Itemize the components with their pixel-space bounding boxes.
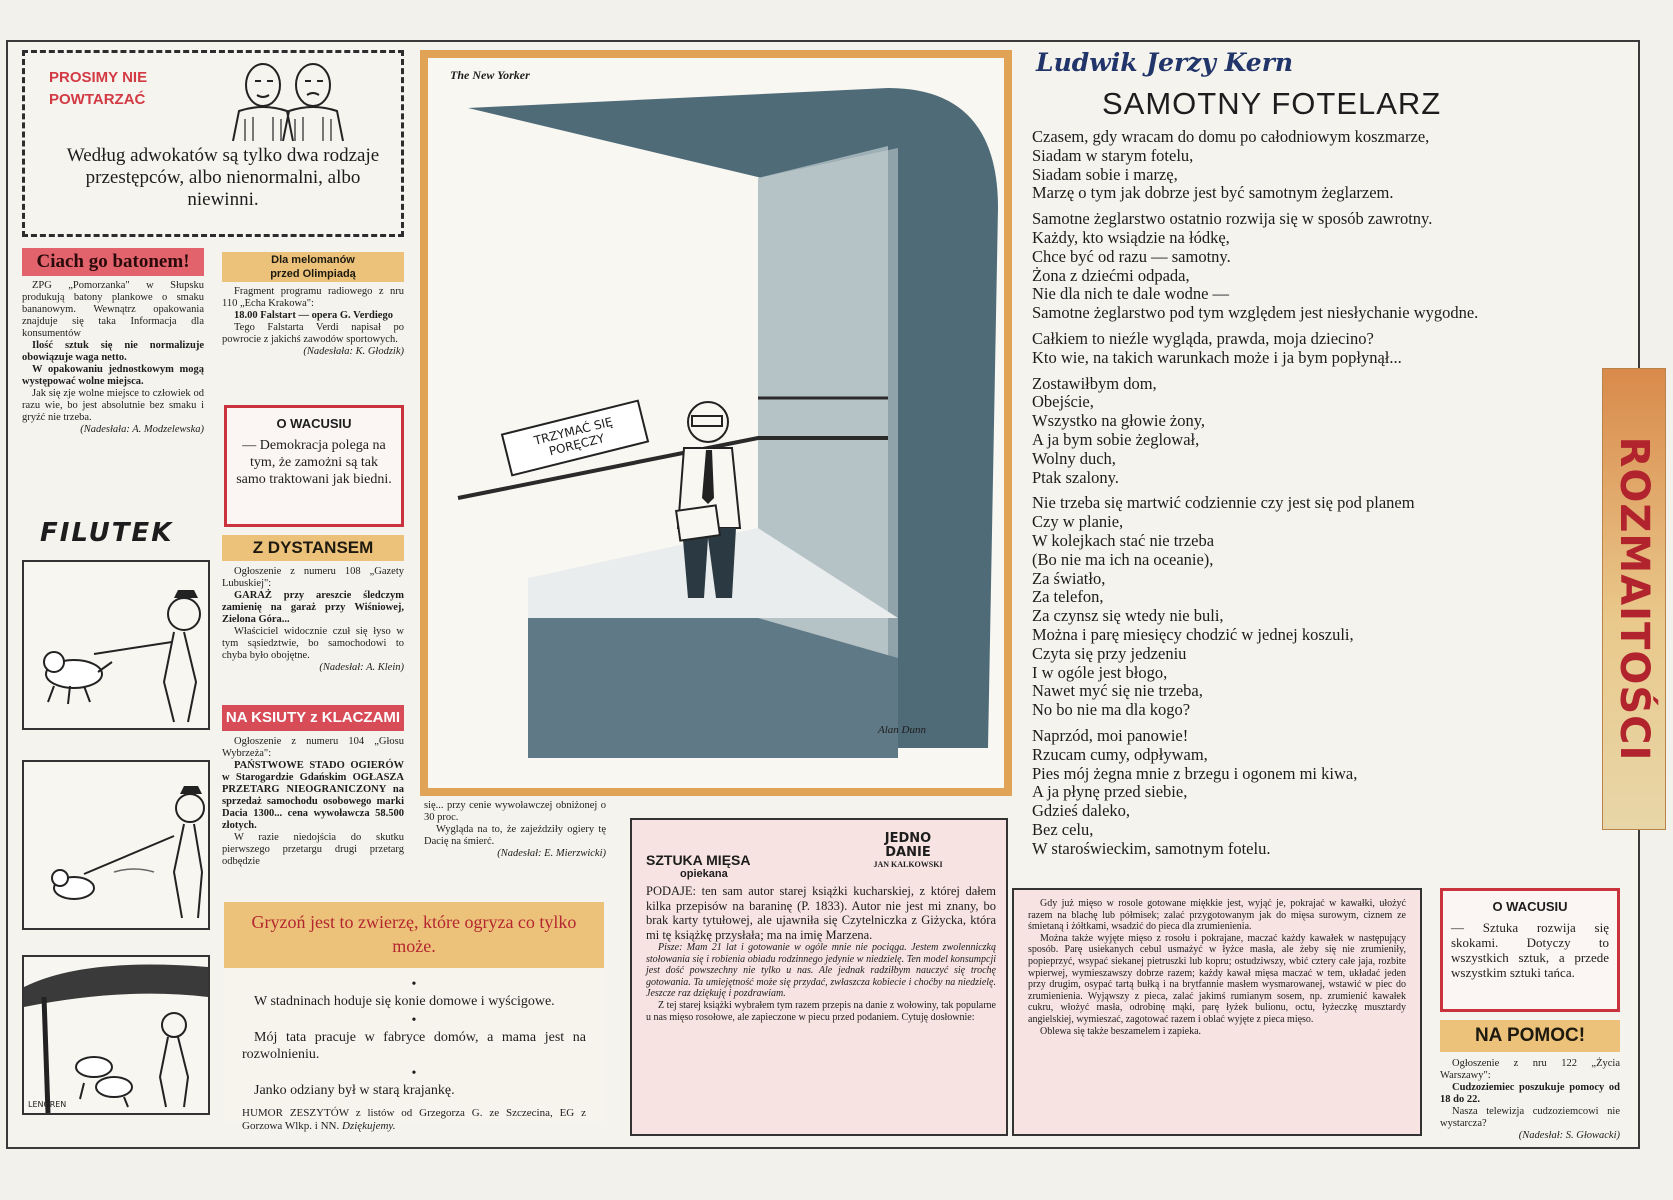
filutek-panel-2 — [22, 760, 210, 930]
dog-walk-illustration — [24, 562, 208, 728]
wacusiu-body-1: — Demokracja polega na tym, że zamożni są tak samo traktowani jak biedni. — [236, 438, 392, 487]
sztuka-letter: Pisze: Mam 21 lat i gotowanie w ogóle mnie nie pociąga. Jestem zwolenniczką stołowania się i robienia obiadu rodzinnego jedynie w niedzielę. Ten model konsumpcji jest dość powszechny nie tylko u nas. Ale jednak radziłbym nauczyć się trochę gotowania. Ta umiejętność może się przydać, zwłaszcza kobiecie i choćby na niedzielę. Jeszcze raz dziękuję i pozdrawiam. — [646, 942, 996, 1000]
jedno-danie-badge: JEDNO DANIE JAN KALKOWSKI — [873, 831, 943, 869]
gryzon-headline: Gryzoń jest to zwierzę, które ogryza co tylko może. — [224, 902, 604, 968]
ciach-title: Ciach go batonem! — [22, 248, 204, 276]
gryzon-item-2: • Mój tata pracuje w fabryce domów, a mama jest na rozwolnieniu. — [242, 1013, 586, 1062]
napomoc-text: Ogłoszenie z nru 122 „Życia Warszawy": Cudzoziemiec poszukuje pomocy od 18 do 22. Nasza telewizja cudzoziemcowi nie wystarcza? (Nadesłał: S. Głowacki) — [1440, 1058, 1620, 1141]
filutek-signature: LENGREN — [28, 1100, 67, 1109]
poem-author: Ludwik Jerzy Kern — [1036, 48, 1294, 77]
ksiuty-title: NA KSIUTY z KLACZAMI — [222, 705, 404, 731]
poem-stanza-6: Naprzód, moi panowie! Rzucam cumy, odpływam, Pies mój żegna mnie z brzegu i ogonem mi kiwa, A ja płynę przed siebie, Gdzieś daleko, Bez celu, W staroświeckim, samotnym fotelu. — [1032, 725, 1358, 858]
wacusiu-title-1: O WACUSIU — [276, 416, 352, 431]
sztuka-title: SZTUKA MIĘSA — [646, 852, 751, 868]
wacusiu-title-2: O WACUSIU — [1492, 899, 1568, 914]
cartoon-source: The New Yorker — [450, 68, 530, 82]
ksiuty-text: Ogłoszenie z numeru 104 „Głosu Wybrzeża": PAŃSTWOWE STADO OGIERÓW w Starogardzie Gdańskim OGŁASZA PRZETARG NIEOGRANICZONY na sprzedaż samochodu osobowego marki Dacia 1300... cena wywoławcza 58.500 złotych. W razie niedojścia do skutku pierwszego przetargu drugi przetarg odbędzie — [222, 736, 404, 867]
cartoon-sign: TRZYMAĆ SIĘ PORĘCZY — [501, 399, 649, 476]
sztuka-recipe-3: Oblewa się także beszamelem i zapieka. — [1040, 1025, 1202, 1037]
ciach-text: ZPG „Pomorzanka" w Słupsku produkują batony plankowe o smaku bananowym. Wewnątrz opakowania znajduje się taka Informacja dla konsumentów Ilość sztuk się nie normalizuje obowiązuje waga netto. W opakowaniu jednostkowym mogą występować wolne miejsca. Jak się zje wolne miejsce to człowiek od razu wie, bo jest absolutnie bez smaku i gryźć nie trzeba. (Nadesłała: A. Modzelewska) — [22, 280, 204, 435]
poem-title: SAMOTNY FOTELARZ — [1102, 86, 1442, 121]
prosimy-body: Według adwokatów są tylko dwa rodzaje przestępców, albo nienormalni, albo niewinni. — [66, 145, 380, 210]
sztuka-recipe-1: Gdy już mięso w rosole gotowane miękkie jest, wyjąć je, pokrajać w kawałki, ułożyć razem na blachę lub półmisek; zalać przygotowanym jak do mięsa surowym, ciznem ze śmietaną i żółtkami, wsadzić do pieca dla zrumienienia. — [1028, 898, 1406, 933]
melomani-text: Fragment programu radiowego z nru 110 „Echa Krakowa": 18.00 Falstart — opera G. Verdiego Tego Falstarta Verdi napisał po powrocie z jakichś zawodów sportowych. (Nadesłała: K. Głodzik) — [222, 286, 404, 357]
sztuka-intro: PODAJE: ten sam autor starej książki kucharskiej, z której dałem kilka przepisów na baraninę (P. 1833). Autor nie jest mi znany, bo brak karty tytułowej, ale ujawniła się Czytelniczka z Giżycka, która mi tę książkę przysłała; ma na imię Marzena. — [646, 884, 996, 942]
cartoon-canvas — [428, 58, 1004, 788]
sztuka-subtitle: opiekana — [680, 868, 728, 880]
poem-stanza-4: Zostawiłbym dom, Obejście, Wszystko na głowie żony, A ja bym sobie żeglował, Wolny duch, Ptak szalony. — [1032, 373, 1206, 487]
gryzon-item-1: • W stadninach hoduje się konie domowe i wyścigowe. — [254, 977, 555, 1009]
melomani-title: Dla melomanów przed Olimpiadą — [222, 252, 404, 282]
sztuka-recipe-2: Można także wyjęte mięso z rosołu i pokrajane, maczać każdy kawałek w następujący sposób. Parę usiekanych cebul usmażyć w łyżce masła, ale żeby się nie zrumieniły, popieprzyć, wsypać siekanej pietruszki lub kopru; ostudziwszy, wbić cztery całe jaja, rozbite wpierwej, wymieszawszy dobrze razem; każdy kawał mięsa maczać w tem, układać jeden przy drugim, osypać tartą bułką i na brytfannie masłem wysmarowanej, wstawić w piec do zrumienienia. Wyjąwszy z pieca, zalać jakimś rumianym sosem, np. zrumienić kawałek cukru, włożyć masła, odrobinę mąki, parę łyżek bulionu, octu, łyżeczkę musztardy angielskiej, wymieszać, zagotować razem i oblać wyjęte z pieca mięso. — [1028, 932, 1406, 1025]
sztuka-box — [630, 818, 1008, 1136]
poem-stanza-1: Czasem, gdy wracam do domu po całodniowym koszmarze, Siadam w starym fotelu, Siadam sobie i marzę, Marzę o tym jak dobrze jest być samotnym żeglarzem. — [1032, 127, 1430, 203]
cartoon-artist: Alan Dunn — [878, 724, 926, 736]
tree-dogs-illustration — [24, 957, 208, 1113]
prosimy-box — [22, 50, 404, 237]
wacusiu-box-1 — [224, 405, 404, 527]
dystansem-text: Ogłoszenie z numeru 108 „Gazety Lubuskiej": GARAŻ przy areszcie śledczym zamienię na garaż przy Wiśniowej, Zielona Góra... Właściciel widocznie czuł się łyso w tym sąsiedztwie, bo samochodowi to chyba było obojętne. (Nadesłał: A. Klein) — [222, 566, 404, 673]
prosimy-title: PROSIMY NIE POWTARZAĆ — [49, 69, 148, 108]
dog-pull-illustration — [24, 762, 208, 928]
cartoon-frame — [420, 50, 1012, 796]
filutek-panel-1 — [22, 560, 210, 730]
two-faces-illustration — [225, 59, 355, 141]
section-label-rozmaitosci: ROZMAITOŚCI — [1602, 368, 1666, 830]
sztuka-quote-intro: Z tej starej książki wybrałem tym razem przepis na danie z wołowiny, tak popularne u nas mięso rosołowe, ale zapieczone w piecu przed podaniem. Cytuję dosłownie: — [646, 999, 996, 1023]
gryzon-item-3: • Janko odziany był w starą krajankę. — [254, 1066, 455, 1098]
gryzon-box — [224, 902, 604, 1132]
napomoc-title: NA POMOC! — [1440, 1020, 1620, 1052]
filutek-title: FILUTEK — [40, 518, 174, 548]
gryzon-footer: HUMOR ZESZYTÓW z listów od Grzegorza G. ze Szczecina, EG z Gorzowa Wlkp. i NN. Dziękujemy. — [242, 1107, 586, 1132]
dystansem-title: Z DYSTANSEM — [222, 535, 404, 561]
man-figure-illustration — [628, 388, 778, 608]
wacusiu-box-2 — [1440, 888, 1620, 1012]
wacusiu-body-2: — Sztuka rozwija się skokami. Dotyczy to wszystkich sztuk, a przede wszystkim sztuki tańca. — [1451, 920, 1609, 980]
sztuka-recipe-box — [1012, 888, 1422, 1136]
filutek-panel-3 — [22, 955, 210, 1115]
poem-body — [1032, 128, 1632, 858]
poem-stanza-3: Całkiem to nieźle wygląda, prawda, moja dziecino? Kto wie, na takich warunkach może i ja bym popłynął... — [1032, 328, 1402, 367]
poem-stanza-2: Samotne żeglarstwo ostatnio rozwija się w sposób zawrotny. Każdy, kto wsiądzie na łódkę, Chce być od razu — samotny. Żona z dziećmi odpada, Nie dla nich te dale wodne — Samotne żeglarstwo pod tym względem jest niesłychanie wygodne. — [1032, 209, 1479, 323]
ksiuty-text-cont: się... przy cenie wywoławczej obniżonej o 30 proc. Wygląda na to, że zajeździły ogiery tę Dacię na śmierć. (Nadesłał: E. Mierzwicki) — [424, 800, 606, 859]
poem-stanza-5: Nie trzeba się martwić codziennie czy jest się pod planem Czy w planie, W kolejkach stać nie trzeba (Bo nie ma ich na oceanie), Za światło, Za telefon, Za czynsz się wtedy nie buli, Można i parę miesięcy chodzić w jednej koszuli, Czyta się przy jedzeniu I w ogóle jest błogo, Nawet myć się nie trzeba, No bo nie ma dla kogo? — [1032, 493, 1415, 720]
